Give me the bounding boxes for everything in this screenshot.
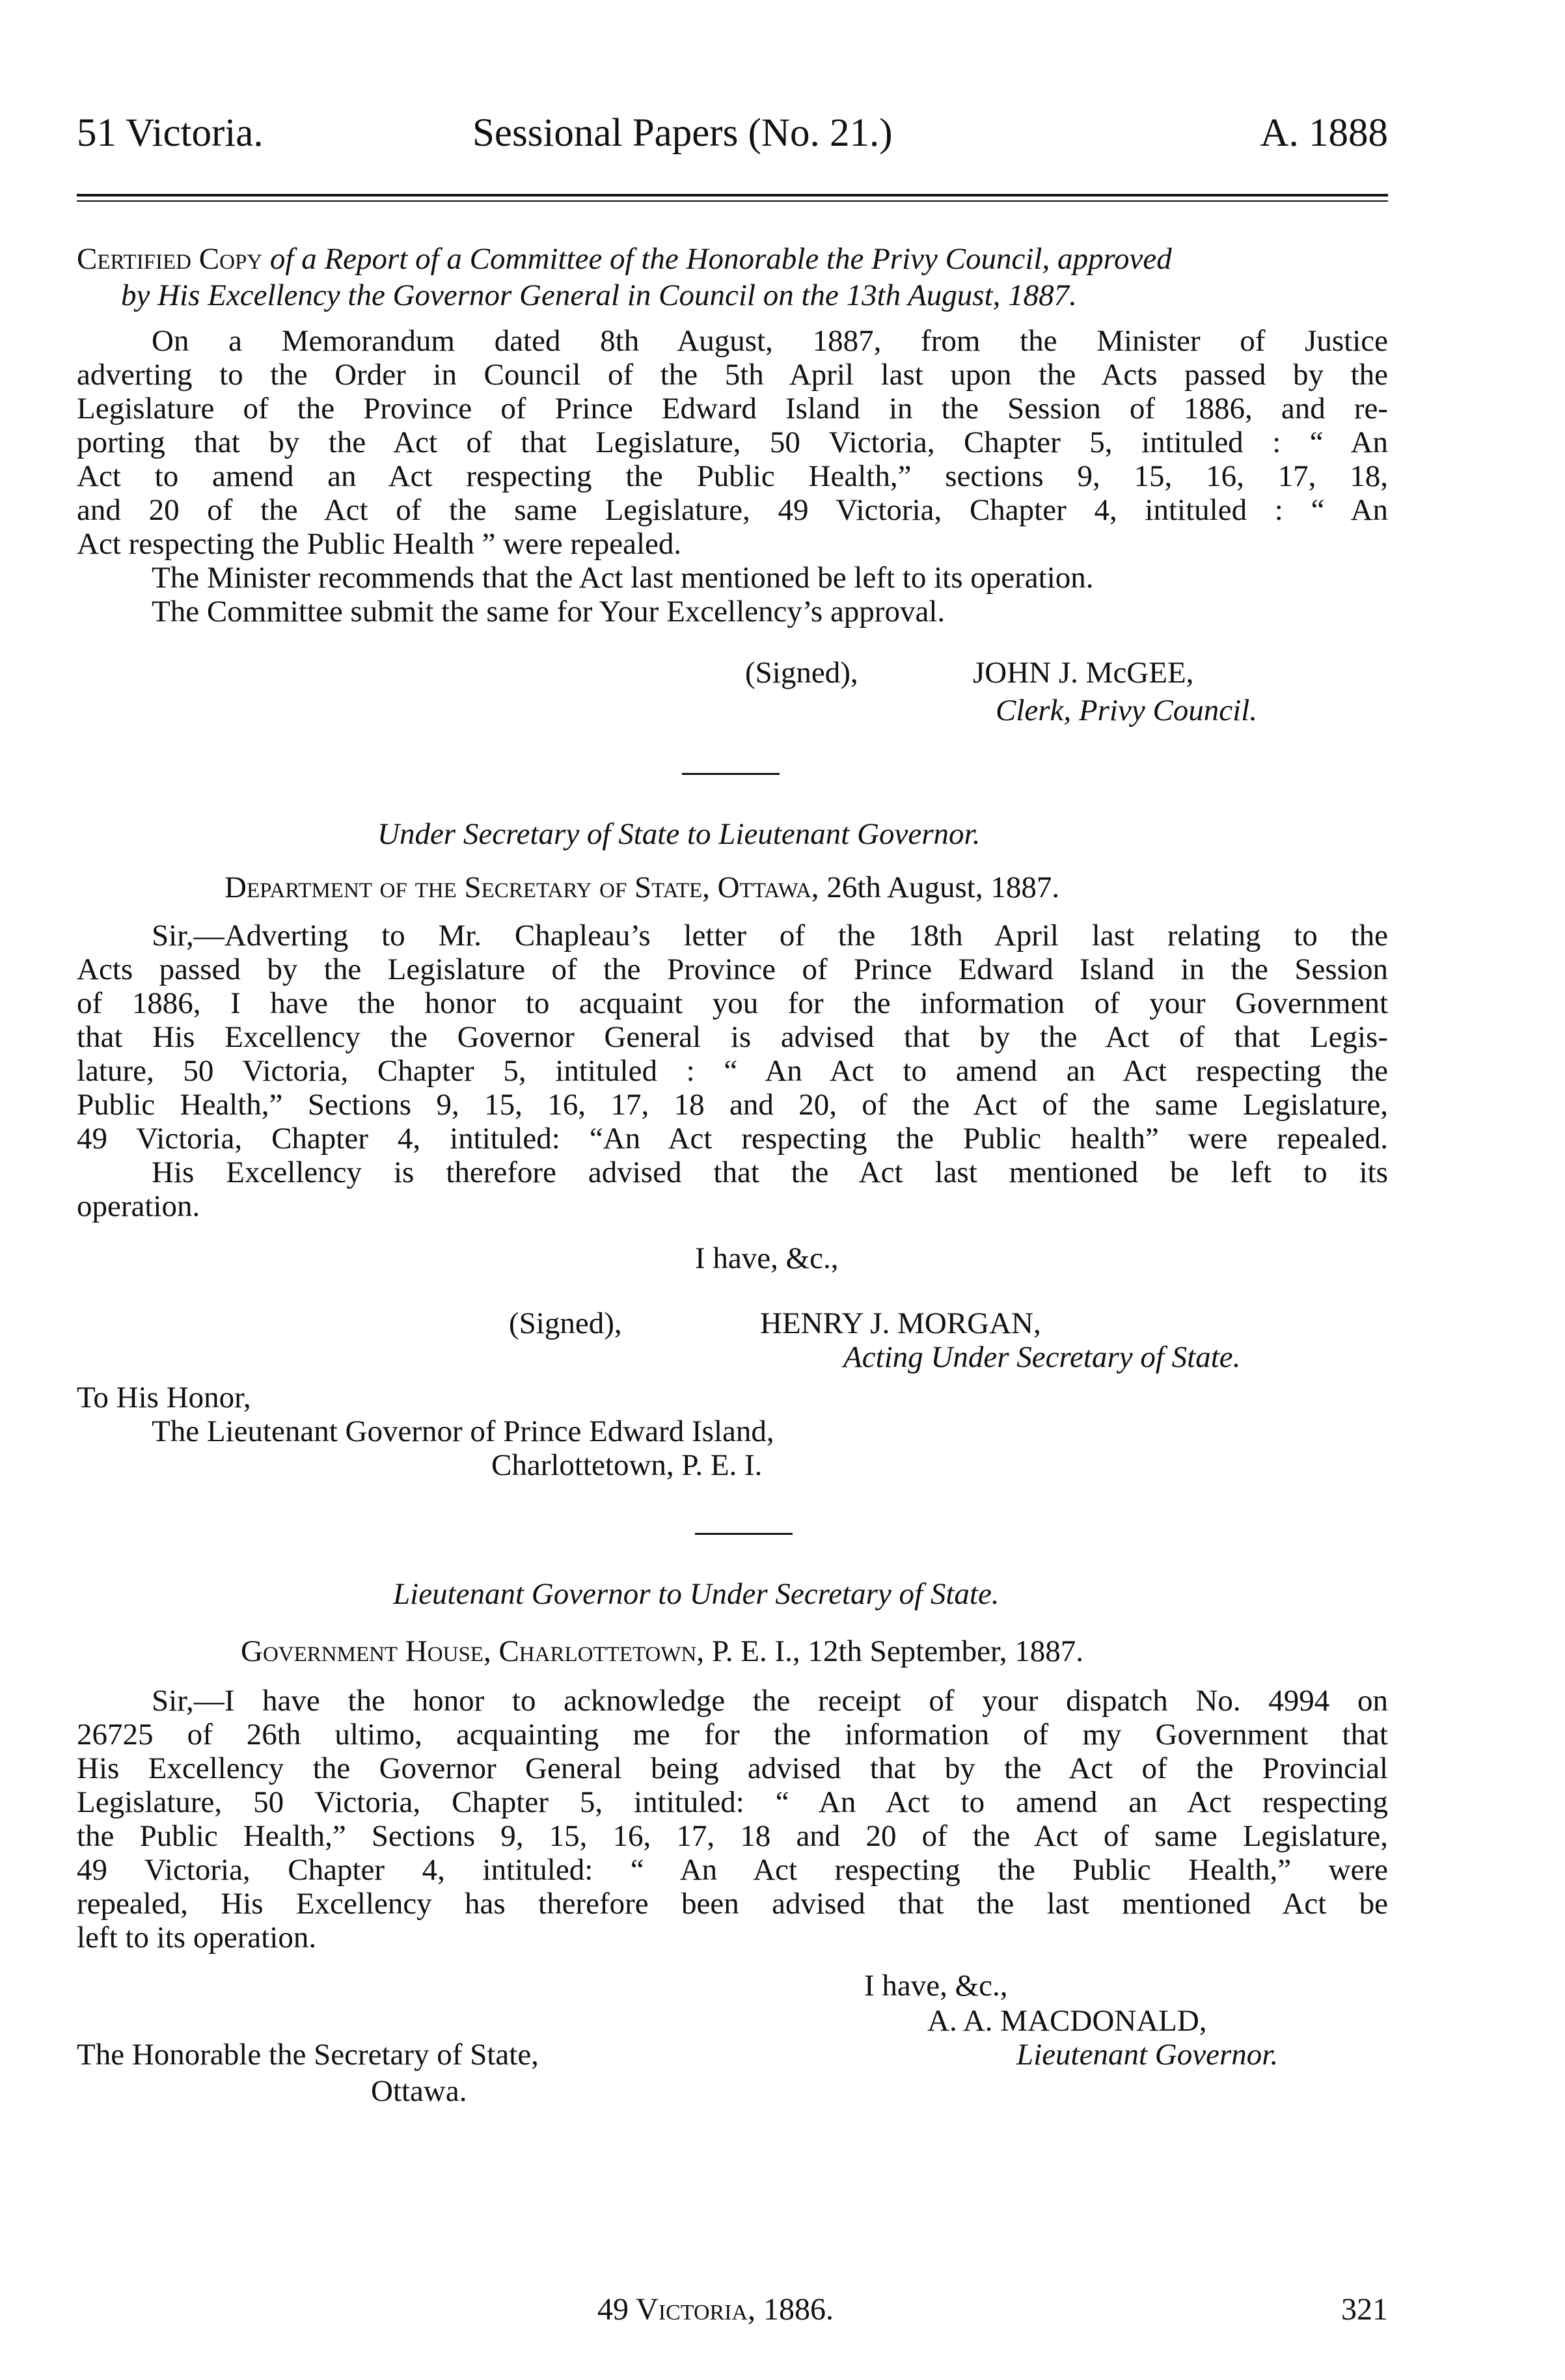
para-line: Sir,—Adverting to Mr. Chapleau’s letter of the 18th April last relating to the	[152, 919, 1388, 953]
para-line: operation.	[77, 1189, 200, 1223]
page-footer	[77, 2292, 1388, 2331]
para-line: Legislature, 50 Victoria, Chapter 5, intituled: “ An Act to amend an Act respecting	[77, 1785, 1388, 1819]
para-line: repealed, His Excellency has therefore been advised that the last mentioned Act be	[77, 1887, 1388, 1921]
dateline-date: P. E. I., 12th September, 1887.	[711, 1634, 1084, 1668]
section2-dateline	[225, 871, 1059, 904]
section1-title	[77, 242, 1172, 276]
header-rule	[77, 194, 1388, 196]
header-right: A. 1888	[1260, 111, 1388, 155]
para-line: adverting to the Order in Council of the 5th April last upon the Acts passed by the	[77, 358, 1388, 392]
section-divider	[695, 1533, 793, 1535]
dateline-place: Department of the Secretary of State, Ottawa,	[225, 871, 819, 904]
recommendation-line: The Minister recommends that the Act last mentioned be left to its operation.	[152, 561, 1094, 595]
address-line: The Lieutenant Governor of Prince Edward Island,	[152, 1414, 774, 1448]
signer-title: Clerk, Privy Council.	[996, 694, 1258, 727]
para-line: the Public Health,” Sections 9, 15, 16, 17, 18 and 20 of the Act of same Legislature,	[77, 1819, 1388, 1853]
header-center: Sessional Papers (No. 21.)	[472, 111, 893, 155]
signer-title: Acting Under Secretary of State.	[843, 1340, 1241, 1374]
title-line2: by His Excellency the Governor General in Council on the 13th August, 1887.	[121, 278, 1077, 312]
title-lead: Certified Copy	[77, 242, 263, 276]
para-line: of 1886, I have the honor to acquaint you for the information of your Government	[77, 986, 1388, 1020]
title-line1: of a Report of a Committee of the Honorable the Privy Council, approved	[269, 242, 1172, 276]
para-line: Public Health,” Sections 9, 15, 16, 17, 18 and 20, of the Act of the same Legislature,	[77, 1088, 1388, 1122]
header-left: 51 Victoria.	[77, 111, 264, 155]
signer-name: A. A. MACDONALD,	[927, 2004, 1207, 2038]
para-line: lature, 50 Victoria, Chapter 5, intituled : “ An Act to amend an Act respecting the	[77, 1054, 1388, 1088]
section3-heading: Lieutenant Governor to Under Secretary of State.	[393, 1577, 1000, 1611]
address-line: The Honorable the Secretary of State,	[77, 2038, 539, 2072]
para-line: 49 Victoria, Chapter 4, intituled: “An Act respecting the Public health” were repealed.	[77, 1122, 1388, 1156]
para-line: 26725 of 26th ultimo, acquainting me for the information of my Government that	[77, 1718, 1388, 1751]
para-line: Act to amend an Act respecting the Public Health,” sections 9, 15, 16, 17, 18,	[77, 459, 1388, 493]
section3-dateline	[241, 1634, 1083, 1668]
para-line: porting that by the Act of that Legislature, 50 Victoria, Chapter 5, intituled : “ An	[77, 426, 1388, 459]
para-line: On a Memorandum dated 8th August, 1887, from the Minister of Justice	[152, 324, 1388, 358]
submission-line: The Committee submit the same for Your Excellency’s approval.	[152, 595, 946, 629]
dateline-date: 26th August, 1887.	[826, 871, 1060, 904]
closing-line: I have, &c.,	[864, 1969, 1008, 2003]
para-line: that His Excellency the Governor General is advised that by the Act of that Legis-	[77, 1020, 1388, 1054]
para-line: Act respecting the Public Health ” were repealed.	[77, 527, 682, 561]
closing-line: I have, &c.,	[695, 1241, 839, 1275]
para-line: left to its operation.	[77, 1921, 317, 1954]
page-number: 321	[1341, 2292, 1388, 2327]
para-line: Legislature of the Province of Prince Edward Island in the Session of 1886, and re-	[77, 392, 1388, 426]
signer-title: Lieutenant Governor.	[1016, 2038, 1279, 2072]
signed-label: (Signed),	[745, 656, 858, 690]
para-line: Sir,—I have the honor to acknowledge the receipt of your dispatch No. 4994 on	[152, 1684, 1388, 1718]
para-line: His Excellency is therefore advised that the Act last mentioned be left to its	[152, 1156, 1388, 1189]
para-line: His Excellency the Governor General being advised that by the Act of the Provincial	[77, 1751, 1388, 1785]
signed-label: (Signed),	[509, 1306, 622, 1340]
running-header	[77, 111, 1388, 156]
section2-heading: Under Secretary of State to Lieutenant Governor.	[377, 817, 981, 851]
footer-center: 49 Victoria, 1886.	[597, 2292, 834, 2327]
signer-name: JOHN J. McGEE,	[973, 656, 1194, 690]
address-line: To His Honor,	[77, 1381, 251, 1414]
header-rule-thin	[77, 200, 1388, 202]
signer-name: HENRY J. MORGAN,	[760, 1306, 1041, 1340]
para-line: 49 Victoria, Chapter 4, intituled: “ An Act respecting the Public Health,” were	[77, 1853, 1388, 1887]
address-line: Charlottetown, P. E. I.	[491, 1448, 763, 1482]
section-divider	[682, 773, 780, 775]
para-line: and 20 of the Act of the same Legislature, 49 Victoria, Chapter 4, intituled : “ An	[77, 493, 1388, 527]
dateline-place: Government House, Charlottetown,	[241, 1634, 705, 1668]
address-line: Ottawa.	[371, 2074, 467, 2108]
para-line: Acts passed by the Legislature of the Province of Prince Edward Island in the Session	[77, 953, 1388, 986]
